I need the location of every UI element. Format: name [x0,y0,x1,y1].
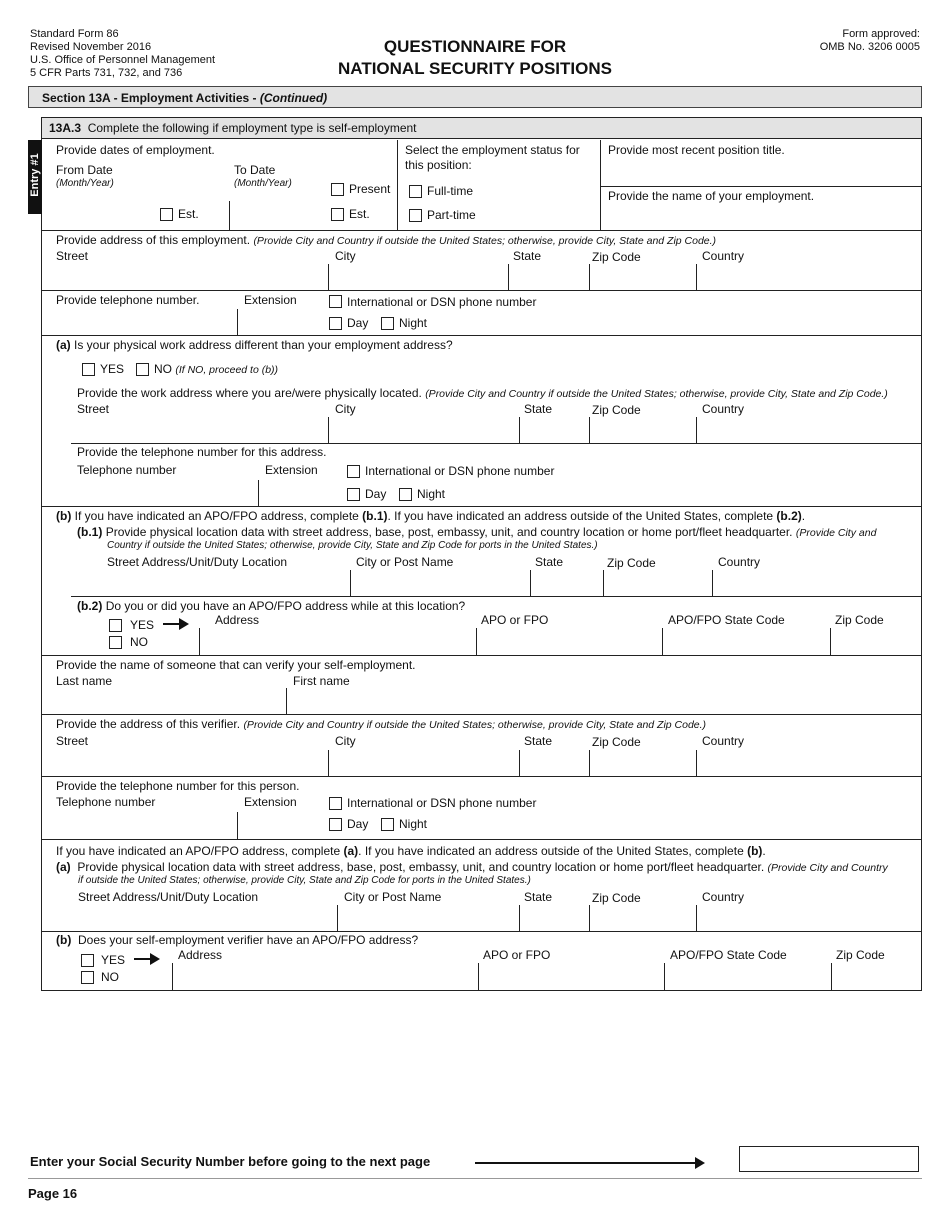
divider [71,443,921,444]
ssn-input[interactable] [739,1146,919,1172]
divider [328,417,329,443]
page-title: QUESTIONNAIRE FOR NATIONAL SECURITY POSITIONS [338,37,612,78]
to-est-label: Est. [349,207,370,221]
divider [42,714,921,715]
form-number: Standard Form 86 [30,28,119,40]
verifier-night-checkbox[interactable] [381,818,394,831]
city-label: City [335,249,356,263]
from-est-label: Est. [178,207,199,221]
verifier-a-state-label: State [524,890,553,904]
divider [696,750,697,776]
divider [696,417,697,443]
question-a-no-label: NO (If NO, proceed to (b)) [154,362,279,376]
verifier-a-country-label: Country [702,890,745,904]
work-intl-phone-label: International or DSN phone number [365,464,555,478]
divider [42,335,921,336]
b2-address-label: Address [215,613,260,627]
divider [478,963,479,990]
present-label: Present [349,182,391,196]
subsection-header: 13A.3 Complete the following if employment type is self-employment [42,118,921,139]
divider [600,186,921,187]
verifier-b-apo-state-label: APO/FPO State Code [670,948,787,962]
entry-tab: Entry #1 [28,140,42,214]
intl-phone-checkbox[interactable] [329,295,342,308]
b1-city-label: City or Post Name [356,555,454,569]
position-title-prompt: Provide most recent position title. [608,143,785,157]
verifier-day-label: Day [347,817,369,831]
b1-country-label: Country [718,555,761,569]
day-checkbox[interactable] [329,317,342,330]
work-city-label: City [335,402,356,416]
night-label: Night [399,316,428,330]
divider [71,596,921,597]
divider [286,688,287,714]
verifier-b-no-label: NO [101,970,119,984]
divider [337,905,338,931]
verifier-apo-intro: If you have indicated an APO/FPO address, complete (a). If you have indicated an address outside of the United States, complete (b). [56,844,766,858]
divider [476,628,477,655]
street-label: Street [56,249,89,263]
dates-prompt: Provide dates of employment. [56,143,215,157]
b2-apo-label: APO or FPO [481,613,549,627]
b1-state-label: State [535,555,564,569]
divider [589,905,590,931]
divider [519,905,520,931]
verifier-question-a-note: if outside the United States; otherwise, provide City, State and Zip Code for ports in the United States.) [78,875,531,886]
verifier-a-zip-label: Zip Code [592,891,641,905]
work-telephone-label: Telephone number [77,463,177,477]
work-telephone-prompt: Provide the telephone number for this address. [77,445,327,459]
divider [328,750,329,776]
divider [530,570,531,596]
divider [508,264,509,290]
verifier-b-address-label: Address [178,948,223,962]
status-prompt-line2: this position: [405,158,472,172]
verifier-intl-phone-checkbox[interactable] [329,797,342,810]
verifier-zip-label: Zip Code [592,735,641,749]
full-time-label: Full-time [427,184,474,198]
verifier-a-city-label: City or Post Name [344,890,442,904]
day-label: Day [347,316,369,330]
to-date-format: (Month/Year) [234,178,292,189]
b1-street-label: Street Address/Unit/Duty Location [107,555,288,569]
divider [397,140,398,231]
b2-no-checkbox[interactable] [109,636,122,649]
verifier-intl-phone-label: International or DSN phone number [347,796,537,810]
verifier-b-yes-checkbox[interactable] [81,954,94,967]
verifier-country-label: Country [702,734,745,748]
divider [42,230,921,231]
question-b1-note: Country if outside the United States; otherwise, provide City, State and Zip Code for ports in the United States.) [107,540,598,551]
verifier-telephone-label: Telephone number [56,795,156,809]
ssn-arrow-icon [475,1162,703,1164]
work-day-label: Day [365,487,387,501]
divider [172,963,173,990]
page-number: Page 16 [28,1186,78,1201]
work-zip-label: Zip Code [592,403,641,417]
verifier-telephone-prompt: Provide the telephone number for this person. [56,779,300,793]
divider [42,506,921,507]
divider [229,201,230,231]
work-state-label: State [524,402,553,416]
question-b: (b) If you have indicated an APO/FPO address, complete (b.1). If you have indicated an address outside of the United States, complete (b.2). [56,509,806,523]
divider [328,264,329,290]
verifier-b-no-checkbox[interactable] [81,971,94,984]
divider [258,480,259,506]
divider [664,963,665,990]
to-date-label: To Date [234,163,276,177]
state-label: State [513,249,542,263]
from-date-label: From Date [56,163,113,177]
b2-arrow-icon [163,623,187,625]
work-day-checkbox[interactable] [347,488,360,501]
work-address-prompt: Provide the work address where you are/were physically located. (Provide City and Country if outside the United States; otherwise, provide City, State and Zip Code.) [77,386,888,400]
verifier-b-zip-label: Zip Code [836,948,885,962]
verifier-b-arrow-icon [134,958,158,960]
divider [712,570,713,596]
verifier-first-name-label: First name [293,674,350,688]
divider [696,264,697,290]
divider [42,839,921,840]
form-revision: Revised November 2016 [30,41,152,53]
night-checkbox[interactable] [381,317,394,330]
divider [237,309,238,335]
section-header: Section 13A - Employment Activities - (Continued) [28,86,922,108]
work-intl-phone-checkbox[interactable] [347,465,360,478]
country-label: Country [702,249,745,263]
form-agency: U.S. Office of Personnel Management [30,54,216,66]
divider [696,905,697,931]
employment-name-prompt: Provide the name of your employment. [608,189,815,203]
divider [199,628,200,655]
verifier-question-b: (b) Does your self-employment verifier have an APO/FPO address? [56,933,419,947]
divider [42,776,921,777]
verifier-last-name-label: Last name [56,674,113,688]
divider [589,417,590,443]
b2-apo-state-label: APO/FPO State Code [668,613,785,627]
verifier-name-prompt: Provide the name of someone that can verify your self-employment. [56,658,416,672]
divider [589,264,590,290]
work-extension-label: Extension [265,463,318,477]
divider [662,628,663,655]
divider [830,628,831,655]
verifier-state-label: State [524,734,553,748]
b2-zip-label: Zip Code [835,613,884,627]
part-time-checkbox[interactable] [409,209,422,222]
b2-yes-label: YES [130,618,155,632]
divider [519,417,520,443]
work-night-label: Night [417,487,446,501]
question-b2: (b.2) Do you or did you have an APO/FPO address while at this location? [77,599,466,613]
ssn-prompt: Enter your Social Security Number before going to the next page [30,1154,431,1169]
divider [350,570,351,596]
work-night-checkbox[interactable] [399,488,412,501]
divider [42,931,921,932]
verifier-city-label: City [335,734,356,748]
divider [237,812,238,839]
to-est-checkbox[interactable] [331,208,344,221]
b2-yes-checkbox[interactable] [109,619,122,632]
verifier-a-street-label: Street Address/Unit/Duty Location [78,890,259,904]
footer-rule [28,1178,922,1179]
address-prompt: Provide address of this employment. (Provide City and Country if outside the United States; otherwise, provide City, State and Zip Code.) [56,233,717,247]
omb-approval: Form approved: OMB No. 3206 0005 [819,28,920,53]
present-checkbox[interactable] [331,183,344,196]
divider [603,570,604,596]
verifier-b-apo-label: APO or FPO [483,948,551,962]
divider [42,290,921,291]
zip-label: Zip Code [592,250,641,264]
work-country-label: Country [702,402,745,416]
verifier-b-yes-label: YES [101,953,126,967]
full-time-checkbox[interactable] [409,185,422,198]
verifier-extension-label: Extension [244,795,297,809]
verifier-address-prompt: Provide the address of this verifier. (Provide City and Country if outside the United States; otherwise, provide City, State and Zip Code.) [56,717,707,731]
divider [831,963,832,990]
verifier-street-label: Street [56,734,89,748]
question-a-no-checkbox[interactable] [136,363,149,376]
from-est-checkbox[interactable] [160,208,173,221]
question-a: (a) Is your physical work address different than your employment address? [56,338,453,352]
extension-label: Extension [244,293,297,307]
work-street-label: Street [77,402,110,416]
verifier-night-label: Night [399,817,428,831]
from-date-format: (Month/Year) [56,178,114,189]
part-time-label: Part-time [427,208,476,222]
divider [519,750,520,776]
question-a-yes-checkbox[interactable] [82,363,95,376]
verifier-question-a: (a) Provide physical location data with street address, base, post, embassy, unit, and country location or home port/fleet headquarter. (Provide City and Country [56,860,888,874]
question-b1: (b.1) Provide physical location data with street address, base, post, embassy, unit, and country location or home port/fleet headquarter. (Provide City and [77,525,877,539]
intl-phone-label: International or DSN phone number [347,295,537,309]
b2-no-label: NO [130,635,148,649]
b1-zip-label: Zip Code [607,556,656,570]
question-a-yes-label: YES [100,362,125,376]
telephone-prompt: Provide telephone number. [56,293,200,307]
divider [589,750,590,776]
divider [42,655,921,656]
status-prompt-line1: Select the employment status for [405,143,580,157]
verifier-day-checkbox[interactable] [329,818,342,831]
form-cfr: 5 CFR Parts 731, 732, and 736 [30,67,183,79]
